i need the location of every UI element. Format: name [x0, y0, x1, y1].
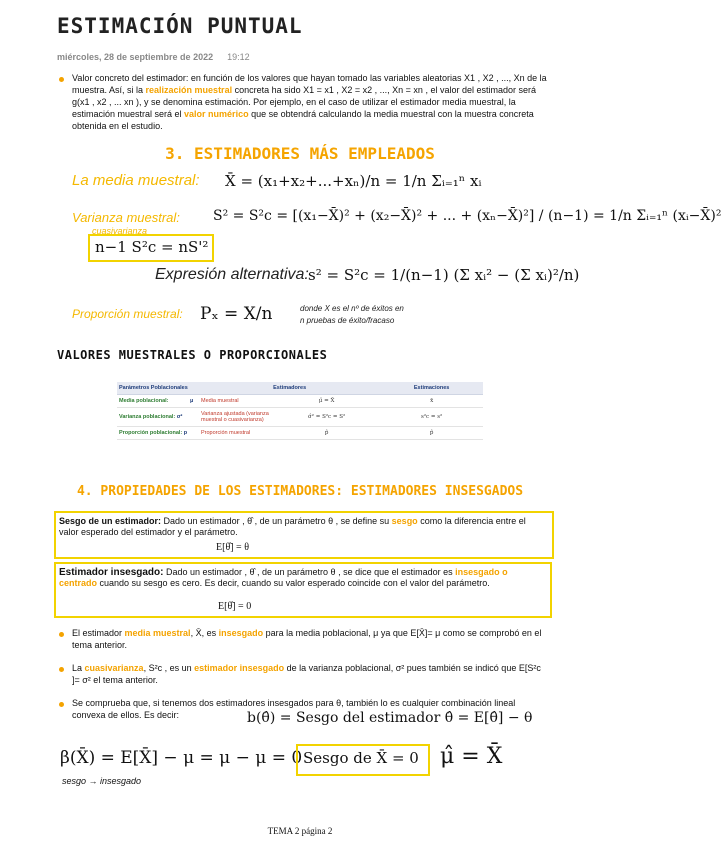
mu-hat-equation: μ̂ = X̄ — [440, 744, 503, 769]
page-footer: TEMA 2 página 2 — [267, 826, 333, 836]
media-label: La media muestral: — [72, 172, 200, 189]
prop-note-2: n pruebas de éxito/fracaso — [300, 316, 395, 325]
page-date — [57, 52, 250, 62]
valores-heading: VALORES MUESTRALES O PROPORCIONALES — [57, 348, 328, 362]
table-cell: μ̂ = X̄ — [273, 395, 380, 408]
bullet-media: El estimador media muestral, X̄, es insesgado para la media poblacional, μ ya que E[X̄]= μ como se comprobó en el tema anterior. — [72, 628, 542, 650]
table-cell: Proporción poblacional: p — [117, 427, 199, 440]
alt-label: Expresión alternativa: — [155, 266, 309, 283]
cuasivarianza-label: cuasivarianza — [92, 226, 148, 236]
handwritten-note: sesgo → insesgado — [62, 776, 142, 786]
handwritten-bias: b(θ̂) = Sesgo del estimador θ̂ = E[θ̂] − θ — [247, 710, 533, 726]
page-title: ESTIMACIÓN PUNTUAL — [57, 14, 303, 38]
prop-formula: Pₓ = X/n — [200, 304, 273, 324]
varianza-label: Varianza muestral: — [72, 210, 180, 225]
table-row — [117, 427, 483, 440]
intro-paragraph: Valor concreto del estimador: en función de los valores que hayan tomado las variables aleatorias X1 , X2 , ..., Xn de la muestra. Así, si la realización muestral concreta ha sido X1 = x1 , X2 = x2 , ..., Xn = xn , el valor del estimador será g(x1 , x2 , ... xn ), y se denomina estimación. Por ejemplo, en el caso de utilizar el estimador media muestral, la estimación muestral será el valor numérico que se obtendrá calculando la media muestral con la muestra concreta obtenida en el estudio. — [72, 73, 547, 131]
table-cell: p̂ — [380, 427, 483, 440]
section4-heading: 4. PROPIEDADES DE LOS ESTIMADORES: ESTIMADORES INSESGADOS — [76, 484, 524, 499]
prop-label: Proporción muestral: — [72, 307, 183, 321]
time-text: 19:12 — [227, 52, 250, 62]
bullet-icon — [59, 632, 64, 637]
estimators-table — [117, 382, 483, 440]
table-header-row — [117, 382, 483, 395]
prop-note-1: donde X es el nº de éxitos en — [300, 304, 404, 313]
media-formula: X̄ = (x₁+x₂+...+xₙ)/n = 1/n Σᵢ₌₁ⁿ xᵢ — [225, 172, 482, 190]
relation-box — [88, 234, 214, 262]
table-cell: p̂ — [273, 427, 380, 440]
sesgo-text: Sesgo de un estimador: Dado un estimador , θ̂ , de un parámetro θ , se define su sesgo como la diferencia entre el valor esperado del estimador y el parámetro. — [59, 516, 526, 537]
alt-formula: s² = S²c = 1/(n−1) (Σ xᵢ² − (Σ xᵢ)²/n) — [308, 266, 580, 284]
table-cell: Media muestral — [199, 395, 273, 408]
bullet-icon — [59, 77, 64, 82]
table-cell: Varianza poblacional: σ² — [117, 408, 199, 427]
table-cell: Proporción muestral — [199, 427, 273, 440]
bullet-icon — [59, 667, 64, 672]
bullet-cuasivarianza: La cuasivarianza, S²c , es un estimador insesgado de la varianza poblacional, σ² pues también se indicó que E[S²c ]= σ² el tema anterior. — [72, 663, 541, 685]
table-cell: Varianza ajustada (varianza muestral o cuasivarianza) — [199, 408, 273, 427]
table-cell: s²c = s² — [380, 408, 483, 427]
relation-formula: n−1 S²c = nS'² — [95, 238, 209, 256]
sesgo-zero-box — [296, 744, 430, 776]
sesgo-formula: E[θ̂] = θ — [216, 542, 249, 553]
table-header: Parámetros Poblacionales — [117, 382, 199, 395]
bullet-combinacion: Se comprueba que, si tenemos dos estimadores insesgados para θ, también lo es cualquier combinación lineal convexa de ellos. Es decir: — [72, 698, 516, 720]
table-cell: σ̂² = S²c = S² — [273, 408, 380, 427]
sesgo-zero-text: Sesgo de X̄ = 0 — [303, 749, 419, 767]
section3-heading: 3. ESTIMADORES MÁS EMPLEADOS — [165, 144, 435, 163]
insesgado-box — [54, 562, 552, 618]
table-row — [117, 408, 483, 427]
handwritten-equation: β(X̄) = E[X̄] − μ = μ − μ = 0 — [60, 748, 303, 768]
table-cell: Media poblacional: μ — [117, 395, 199, 408]
insesgado-formula: E[θ̂] = 0 — [218, 601, 252, 612]
date-text: miércoles, 28 de septiembre de 2022 — [57, 52, 214, 62]
varianza-formula: S² = S²c = [(x₁−X̄)² + (x₂−X̄)² + ... + (xₙ−X̄)²] / (n−1) = 1/n Σᵢ₌₁ⁿ (xᵢ−X̄)² — [213, 208, 721, 224]
table-row — [117, 395, 483, 408]
insesgado-text: Estimador insesgado: Dado un estimador , θ̂ , de un parámetro θ , se dice que el estimador es insesgado o centrado cuando su sesgo es cero. Es decir, cuando su valor esperado coincide con el valor del parámetro. — [59, 567, 508, 588]
table-header: Estimadores — [199, 382, 380, 395]
bullet-icon — [59, 702, 64, 707]
table-header: Estimaciones — [380, 382, 483, 395]
table-cell: x̄ — [380, 395, 483, 408]
sesgo-box — [54, 511, 554, 559]
